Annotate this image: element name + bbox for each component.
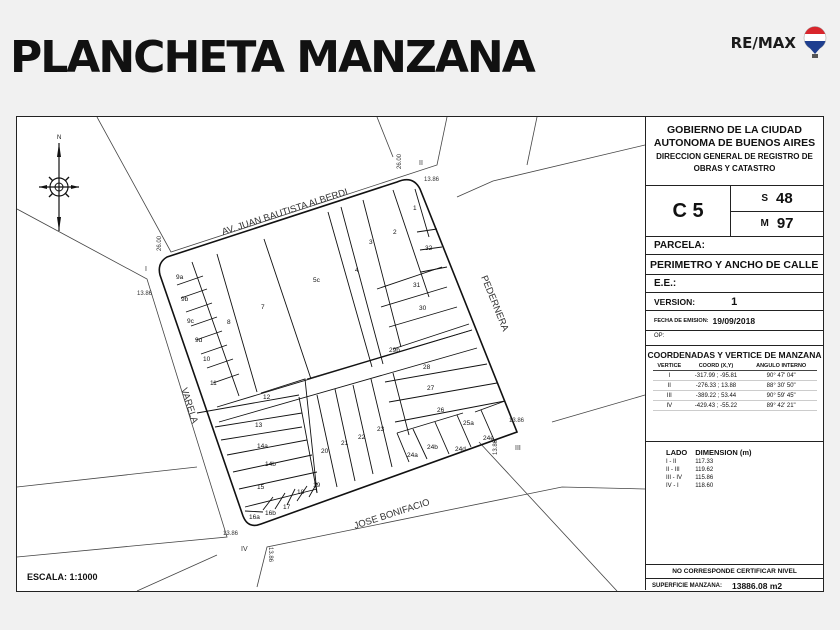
superficie-value: 13886.08 m2 — [732, 580, 783, 591]
cadastral-map — [17, 117, 645, 591]
fecha-label: FECHA DE EMISION: — [654, 317, 709, 324]
parcel-label: 15 — [257, 484, 265, 491]
street-edge — [552, 395, 645, 422]
parcel-label: 20 — [321, 448, 329, 455]
plancheta-sheet — [16, 116, 824, 592]
coord-cell: II — [653, 381, 687, 391]
measure-label: 13.86 — [137, 291, 153, 297]
dim-cell: IV - I — [666, 483, 679, 489]
brand-name: RE/MAX — [730, 34, 796, 52]
parcel-label: 3 — [369, 239, 373, 246]
scale-label: ESCALA: 1:1000 — [27, 572, 98, 582]
gov-header — [646, 117, 823, 186]
measure-label: 13.86 — [509, 418, 525, 424]
measure-label: 26.00 — [157, 235, 163, 251]
parcel-label: 30 — [419, 305, 427, 312]
coord-cell: -429.43 ; -55.22 — [686, 401, 746, 411]
seccion-value: 48 — [775, 189, 793, 207]
parcel-label: 31 — [413, 282, 421, 289]
manzana-value: 97 — [776, 215, 794, 233]
seccion-label: S — [761, 192, 768, 204]
coord-cell: 88° 30' 50" — [746, 381, 817, 391]
measure-label: 13.86 — [493, 439, 499, 455]
manzana-row — [731, 211, 823, 237]
dim-header: DIMENSION (m) — [695, 448, 752, 457]
circ-value: C 5 — [646, 186, 731, 236]
parcel-label: 32 — [425, 245, 433, 252]
dimension-section — [646, 442, 823, 565]
gov-subline: DIRECCION GENERAL DE REGISTRO DE — [656, 152, 813, 161]
parcel-label: 9c — [187, 318, 194, 325]
dim-cell: 117.33 — [695, 459, 714, 465]
table-row — [662, 482, 756, 490]
coord-cell: 89° 42' 21" — [746, 401, 817, 411]
dim-cell: 119.62 — [695, 467, 714, 473]
coord-header: ANGULO INTERNO — [746, 362, 817, 371]
coord-cell: -276.33 ; 13.88 — [686, 381, 746, 391]
parcel-label: 10 — [203, 356, 211, 363]
dim-cell: II - III — [666, 467, 680, 473]
coord-cell: IV — [653, 401, 687, 411]
street-label-south: JOSE BONIFACIO — [352, 496, 432, 532]
measure-label: 13.86 — [424, 177, 440, 183]
table-row — [653, 371, 817, 381]
measure-label: 13.86 — [267, 547, 273, 563]
perimetro-label: PERIMETRO Y ANCHO DE CALLE — [646, 255, 823, 275]
ee-label: E.E.: — [646, 275, 823, 293]
parcel-label: 29b — [389, 347, 400, 354]
measure-label: 13.86 — [223, 531, 239, 537]
parcel-label: 28 — [423, 364, 431, 371]
parcel-label: 24d — [455, 446, 466, 453]
superficie-row — [646, 579, 823, 592]
parcel-label: 24a — [407, 452, 418, 459]
parcel-label: 25a — [463, 420, 474, 427]
coord-cell: -317.99 ; -95.81 — [686, 371, 746, 381]
dim-cell: III - IV — [666, 475, 683, 481]
street-edge — [377, 117, 393, 157]
info-panel — [645, 117, 823, 590]
circunscripcion-box — [646, 186, 823, 237]
coord-cell: I — [653, 371, 687, 381]
parcel-label: 21 — [341, 440, 349, 447]
parcel-label: 9d — [195, 337, 203, 344]
street-edge — [257, 487, 645, 587]
brand-logo — [731, 26, 828, 60]
street-edge — [17, 209, 227, 557]
table-row — [653, 401, 817, 411]
parcel-label: 16b — [265, 510, 276, 517]
compass-north-label: N — [57, 135, 62, 141]
coord-cell: 90° 59' 45" — [746, 391, 817, 401]
parcel-label: 26 — [437, 407, 445, 414]
street-label-west: VARELA — [178, 386, 200, 425]
street-edge — [527, 117, 537, 165]
street-edge — [137, 555, 217, 591]
seccion-row — [731, 186, 823, 211]
parcel-label: 12 — [263, 394, 271, 401]
dim-cell: 118.60 — [695, 483, 714, 489]
street-edge — [479, 442, 617, 591]
parcel-label: 5c — [313, 277, 320, 284]
balloon-icon — [802, 26, 828, 60]
table-row — [662, 466, 756, 474]
vertex-label: III — [515, 445, 521, 452]
manzana-label: M — [760, 218, 769, 230]
coord-header: VERTICE — [653, 362, 687, 371]
gov-subline: OBRAS Y CATASTRO — [693, 164, 776, 173]
coord-cell: III — [653, 391, 687, 401]
dim-cell: I - II — [666, 459, 677, 465]
dim-cell: 115.86 — [695, 475, 714, 481]
street-edge — [457, 145, 645, 197]
parcel-label: 13 — [255, 422, 263, 429]
coord-section — [646, 346, 823, 442]
parcel-label: 8 — [227, 319, 231, 326]
version-label: VERSION: — [654, 296, 696, 307]
op-label: OP: — [646, 331, 823, 346]
parcel-label: 23 — [377, 426, 385, 433]
coord-cell: -389.22 ; 53.44 — [686, 391, 746, 401]
parcela-label: PARCELA: — [646, 237, 823, 255]
parcel-label: 11 — [210, 380, 217, 387]
block-outline — [159, 180, 517, 526]
parcel-label: 18 — [297, 489, 305, 496]
table-row — [662, 458, 756, 466]
parcel-label: 9b — [181, 296, 189, 303]
parcel-label: 27 — [427, 385, 435, 392]
table-row — [662, 474, 756, 482]
compass-rose-icon — [39, 135, 79, 231]
parcel-label: 22 — [358, 434, 366, 441]
parcel-label: 9a — [176, 274, 184, 281]
parcel-label: 1 — [413, 205, 417, 212]
table-row — [653, 391, 817, 401]
page-title: PLANCHETA MANZANA — [10, 32, 534, 83]
coord-title: COORDENADAS Y VERTICE DE MANZANA — [647, 350, 822, 360]
dim-header: LADO — [666, 448, 688, 457]
fecha-value: 19/09/2018 — [712, 315, 756, 326]
parcel-label: 16a — [249, 514, 260, 521]
street-label-east: PEDERNERA — [478, 274, 511, 333]
street-label-north: AV. JUAN BAUTISTA ALBERDI — [220, 186, 350, 238]
street-edge — [17, 467, 197, 487]
measure-label: 26.00 — [397, 153, 403, 169]
gov-line: GOBIERNO DE LA CIUDAD — [667, 124, 802, 136]
version-value: 1 — [731, 295, 738, 308]
vertex-label: II — [419, 160, 423, 167]
fecha-row — [646, 311, 823, 331]
version-row — [646, 293, 823, 311]
parcel-label: 2 — [393, 229, 397, 236]
superficie-label: SUPERFICIE MANZANA: — [652, 582, 722, 589]
parcel-label: 24e — [483, 435, 494, 442]
parcel-label: 17 — [283, 504, 291, 511]
coord-header: COORD (X,Y) — [686, 362, 746, 371]
dimension-table — [662, 447, 756, 490]
vertex-label: IV — [241, 546, 248, 553]
parcel-label: 4 — [355, 267, 359, 274]
parcel-label: 19 — [313, 482, 321, 489]
parcel-label: 7 — [261, 304, 265, 311]
parcel-label: 24b — [427, 444, 438, 451]
gov-line: AUTONOMA DE BUENOS AIRES — [653, 137, 816, 149]
coord-table — [653, 362, 817, 411]
parcel-label: 14a — [257, 443, 268, 450]
certificar-note: NO CORRESPONDE CERTIFICAR NIVEL — [646, 565, 823, 579]
table-row — [653, 381, 817, 391]
parcel-label: 14b — [265, 461, 276, 468]
coord-cell: 90° 47' 04" — [746, 371, 817, 381]
vertex-label: I — [145, 266, 147, 273]
